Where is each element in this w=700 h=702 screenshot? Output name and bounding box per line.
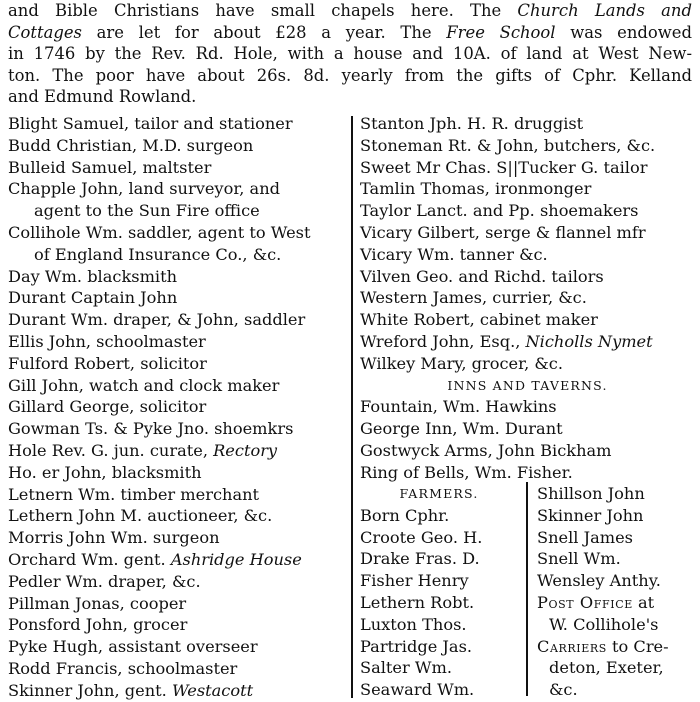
farmer-entry: Wensley Anthy. — [537, 571, 661, 591]
farmers-list — [360, 505, 518, 701]
directory-entry: of England Insurance Co., &c. — [34, 244, 282, 264]
italic-term: Free School — [446, 22, 556, 42]
trade-entries — [360, 113, 695, 375]
italic-residence: Westacott — [171, 680, 254, 700]
farmer-entry: Seaward Wm. — [360, 680, 475, 700]
directory-entry: Ponsford John, grocer — [8, 615, 188, 635]
intro-line: and Edmund Rowland. — [8, 87, 197, 106]
directory-entry: Fulford Robert, solicitor — [8, 353, 207, 373]
directory-entry: Budd Christian, M.D. surgeon — [8, 135, 254, 155]
farmers-heading: FARMERS. — [399, 486, 479, 501]
carriers-entry: Carriers to Cre- — [537, 636, 669, 656]
directory-entry: Bulleid Samuel, maltster — [8, 157, 212, 177]
directory-entry: Gill John, watch and clock maker — [8, 375, 280, 395]
inns-list — [360, 396, 695, 483]
directory-entry: Lethern John M. auctioneer, &c. — [8, 506, 273, 526]
intro-paragraph — [8, 0, 692, 108]
intro-line: in 1746 by the Rev. Rd. Hole, with a house and 10A. of land at West New- — [8, 44, 692, 63]
italic-residence: Nicholls Nymet — [525, 331, 653, 351]
inn-entry: George Inn, Wm. Durant — [360, 419, 563, 439]
farmer-entry: Skinner John — [537, 505, 644, 525]
directory-entry: agent to the Sun Fire office — [34, 201, 260, 221]
inn-entry: Gostwyck Arms, John Bickham — [360, 440, 612, 460]
intro-line: Cottages are let for about £28 a year. The Free School was endowed — [8, 22, 692, 42]
intro-line: and Bible Christians have small chapels here. The Church Lands and — [8, 1, 692, 20]
right-directory-column — [360, 113, 695, 484]
farmer-entry: Salter Wm. — [360, 658, 453, 678]
italic-residence: Ashridge House — [170, 549, 302, 569]
intro-line: ton. The poor have about 26s. 8d. yearly from the gifts of Cphr. Kelland — [8, 65, 692, 85]
directory-entry: Hole Rev. G. jun. curate, Rectory — [8, 440, 278, 460]
directory-entry: Morris John Wm. surgeon — [8, 528, 220, 548]
directory-entry: Orchard Wm. gent. Ashridge House — [8, 549, 302, 569]
left-directory-column — [8, 113, 348, 702]
italic-residence: Rectory — [213, 440, 278, 460]
directory-entry: Gowman Ts. & Pyke Jno. shoemkrs — [8, 419, 294, 439]
directory-entry: White Robert, cabinet maker — [360, 310, 598, 330]
inn-entry: Ring of Bells, Wm. Fisher. — [360, 462, 573, 482]
farmer-entry: Luxton Thos. — [360, 614, 467, 634]
directory-entry: Rodd Francis, schoolmaster — [8, 658, 238, 678]
directory-entry: Stoneman Rt. & John, butchers, &c. — [360, 135, 656, 155]
directory-entry: Day Wm. blacksmith — [8, 266, 178, 286]
farmer-entry: Partridge Jas. — [360, 636, 473, 656]
directory-entry: Taylor Lanct. and Pp. shoemakers — [360, 201, 639, 221]
directory-entry: Ho. er John, blacksmith — [8, 462, 202, 482]
inn-entry: Fountain, Wm. Hawkins — [360, 397, 557, 417]
farmer-entry: Lethern Robt. — [360, 592, 475, 612]
directory-entry: Durant Wm. draper, & John, saddler — [8, 310, 306, 330]
farmer-entry: Born Cphr. — [360, 505, 450, 525]
directory-entry: Durant Captain John — [8, 288, 178, 308]
directory-entry: Sweet Mr Chas. S||Tucker G. tailor — [360, 157, 648, 177]
directory-entry: Pillman Jonas, cooper — [8, 593, 187, 613]
directory-entry: Vicary Wm. tanner &c. — [360, 244, 548, 264]
directory-entry: Tamlin Thomas, ironmonger — [360, 179, 592, 199]
directory-entry: Letnern Wm. timber merchant — [8, 484, 260, 504]
column-divider — [351, 116, 353, 698]
post-office-entry: Post Office at — [537, 592, 655, 612]
farmers-divider — [526, 482, 528, 696]
directory-entry: Pyke Hugh, assistant overseer — [8, 637, 258, 657]
directory-entry: Collihole Wm. saddler, agent to West — [8, 222, 311, 242]
directory-entry: Wilkey Mary, grocer, &c. — [360, 353, 563, 373]
farmer-entry: Fisher Henry — [360, 571, 469, 591]
post-office-location: W. Collihole's — [549, 614, 659, 634]
carriers-etc: &c. — [549, 680, 578, 700]
italic-term: Cottages — [8, 22, 82, 42]
italic-term: Church Lands and — [517, 1, 692, 20]
directory-entry: Pedler Wm. draper, &c. — [8, 571, 201, 591]
directory-entry: Vicary Gilbert, serge & flannel mfr — [360, 222, 646, 242]
farmer-entry: Snell James — [537, 527, 633, 547]
directory-entry: Stanton Jph. H. R. druggist — [360, 114, 584, 133]
carriers-destinations: deton, Exeter, — [549, 658, 664, 678]
farmers-continued — [537, 483, 697, 592]
misc-column — [537, 483, 697, 701]
farmer-entry: Drake Fras. D. — [360, 549, 480, 569]
directory-entry: Blight Samuel, tailor and stationer — [8, 114, 293, 133]
directory-entry: Vilven Geo. and Richd. tailors — [360, 266, 604, 286]
directory-entry: Gillard George, solicitor — [8, 397, 207, 417]
directory-entry: Ellis John, schoolmaster — [8, 331, 206, 351]
farmer-entry: Snell Wm. — [537, 549, 621, 569]
directory-entry: Skinner John, gent. Westacott — [8, 680, 254, 700]
inns-heading: INNS AND TAVERNS. — [447, 377, 608, 393]
directory-entry: Wreford John, Esq., Nicholls Nymet — [360, 331, 653, 351]
farmer-entry: Shillson John — [537, 484, 645, 503]
directory-entry: Western James, currier, &c. — [360, 288, 587, 308]
directory-entry: Chapple John, land surveyor, and — [8, 179, 281, 199]
farmers-column — [360, 483, 518, 701]
farmer-entry: Croote Geo. H. — [360, 527, 483, 547]
